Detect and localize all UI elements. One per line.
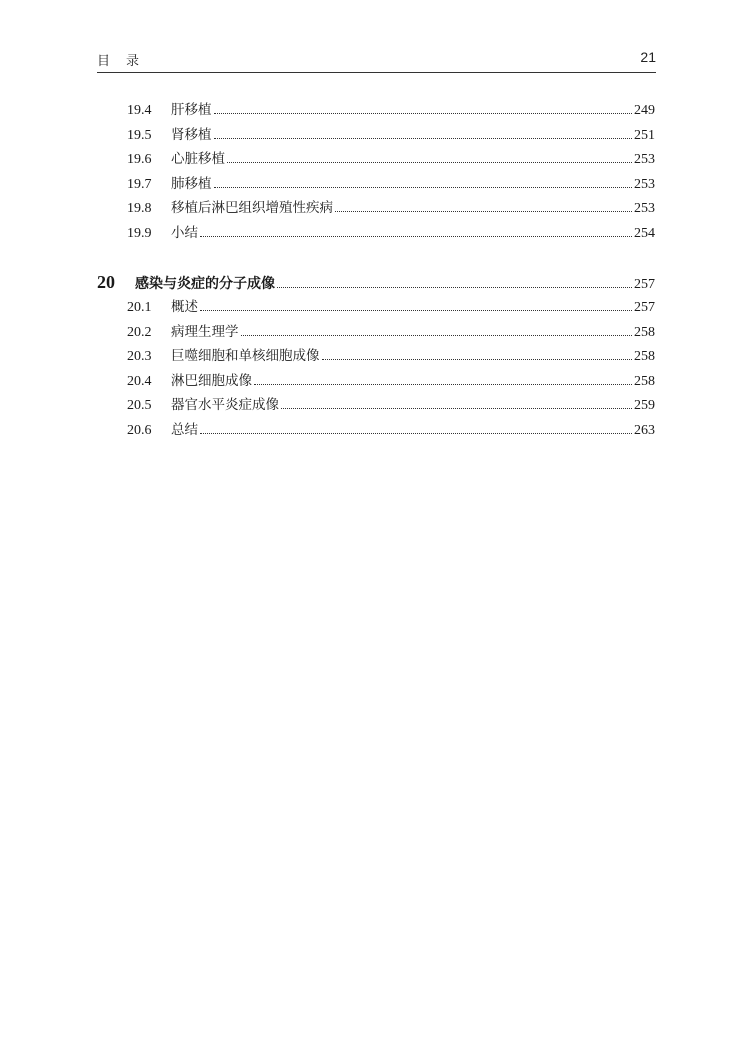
entry-title: 肝移植: [171, 102, 212, 118]
entry-number: 19.7: [127, 177, 152, 192]
entry-number: 20.4: [127, 374, 152, 389]
entry-title: 器官水平炎症成像: [171, 397, 279, 413]
dot-leader: [281, 395, 632, 409]
entry-title: 总结: [171, 422, 198, 438]
entry-number: 20.6: [127, 423, 152, 438]
entry-title: 心脏移植: [171, 151, 225, 167]
toc-entry[interactable]: [127, 322, 655, 342]
toc-entry[interactable]: [127, 198, 655, 218]
toc-entry[interactable]: [127, 174, 655, 194]
entry-number: 19.4: [127, 103, 152, 118]
entry-page: 253: [634, 177, 655, 192]
toc-entry[interactable]: [127, 297, 655, 317]
dot-leader: [200, 297, 632, 311]
entry-page: 257: [634, 300, 655, 315]
toc-entry[interactable]: [127, 371, 655, 391]
entry-title: 概述: [171, 299, 198, 315]
header-title: 目录: [97, 54, 156, 69]
toc-entry[interactable]: [127, 346, 655, 366]
entry-number: 19.9: [127, 226, 152, 241]
toc-entry[interactable]: [127, 100, 655, 120]
entry-number: 19.5: [127, 128, 152, 143]
chapter-number: 20: [97, 272, 115, 292]
dot-leader: [335, 198, 632, 212]
header-page-number: 21: [640, 49, 656, 65]
entry-title: 巨噬细胞和单核细胞成像: [171, 348, 320, 364]
chapter-title: 感染与炎症的分子成像: [135, 276, 275, 292]
entry-page: 251: [634, 128, 655, 143]
dot-leader: [214, 100, 633, 114]
entry-title: 病理生理学: [171, 324, 239, 340]
entry-title: 移植后淋巴组织增殖性疾病: [171, 200, 333, 216]
entry-page: 263: [634, 423, 655, 438]
entry-title: 小结: [171, 225, 198, 241]
dot-leader: [227, 149, 632, 163]
entry-page: 253: [634, 201, 655, 216]
dot-leader: [254, 371, 632, 385]
toc-entry[interactable]: [127, 125, 655, 145]
entry-number: 19.6: [127, 152, 152, 167]
entry-page: 249: [634, 103, 655, 118]
entry-number: 20.2: [127, 325, 152, 340]
entry-number: 20.5: [127, 398, 152, 413]
dot-leader: [277, 274, 632, 288]
page-header: [97, 50, 656, 73]
chapter-page: 257: [634, 277, 655, 292]
entry-number: 20.1: [127, 300, 152, 315]
entry-number: 19.8: [127, 201, 152, 216]
entry-title: 肺移植: [171, 176, 212, 192]
entry-page: 254: [634, 226, 655, 241]
toc-entry[interactable]: [127, 395, 655, 415]
toc-chapter-heading[interactable]: [97, 270, 655, 294]
dot-leader: [241, 322, 633, 336]
entry-page: 253: [634, 152, 655, 167]
entry-page: 259: [634, 398, 655, 413]
entry-title: 肾移植: [171, 127, 212, 143]
entry-page: 258: [634, 325, 655, 340]
dot-leader: [200, 420, 632, 434]
toc-entry[interactable]: [127, 149, 655, 169]
entry-title: 淋巴细胞成像: [171, 373, 252, 389]
dot-leader: [214, 125, 633, 139]
entry-page: 258: [634, 349, 655, 364]
dot-leader: [200, 223, 632, 237]
dot-leader: [214, 174, 633, 188]
dot-leader: [322, 346, 633, 360]
entry-page: 258: [634, 374, 655, 389]
toc-entry[interactable]: [127, 223, 655, 243]
toc-entry[interactable]: [127, 420, 655, 440]
entry-number: 20.3: [127, 349, 152, 364]
